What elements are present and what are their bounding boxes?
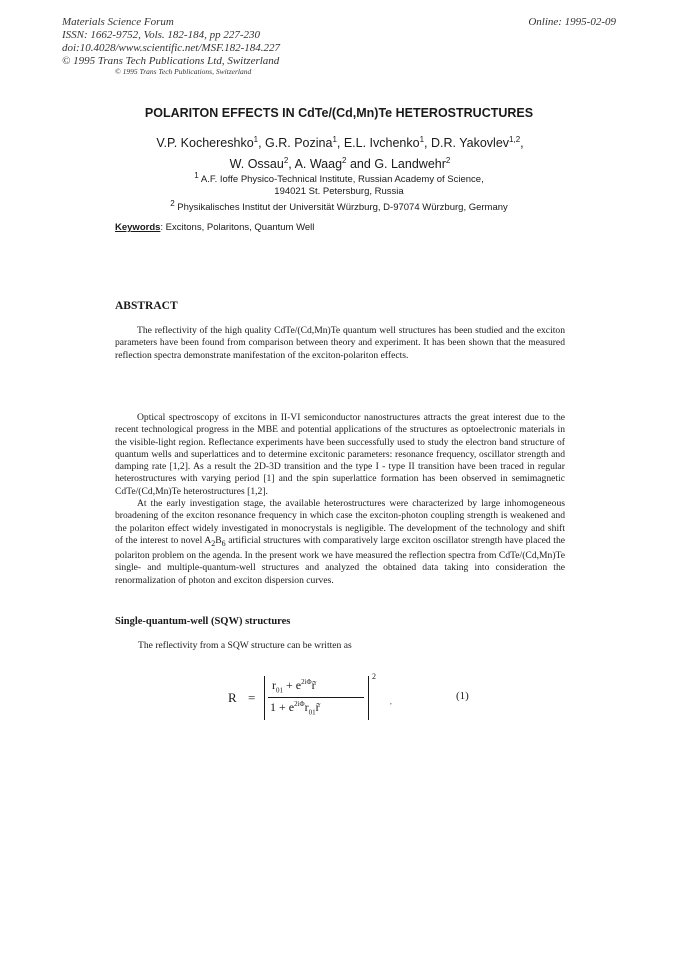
author: V.P. Kochereshko$^1$, [156,135,266,151]
equation-1 [228,672,578,722]
equation-lhs: R [228,690,237,705]
small-copyright: © 1995 Trans Tech Publications, Switzerland [115,67,252,76]
equation-power: 2 [372,672,376,681]
abs-bar-right [368,676,369,720]
author-list [110,131,570,173]
abs-bar-left [264,676,265,720]
equation-comma: , [390,698,392,706]
intro-paragraph-1: Optical spectroscopy of excitons in II-VI semiconductor nanostructures attracts the great interest due to the recent technological progress in the MBE and potential applications of the structures as optoelectronic materials in the visible-light region. Reflectance experiments have been successfully used to study the electron band structure of quantum wells and superlattices and to determine excitonic parameters: resonance frequency, oscillator strength and damping rate [1,2]. As a result the 2D-3D transition and the type I - type II transition have been traced in regular heterostructures with varying period [1] and the spin superlattice formation has been observed in semimagnetic CdTe/(Cd,Mn)Te heterostructures [1,2]. [115,412,565,497]
author: W. Ossau$^2$, [229,156,295,172]
online-date: Online: 1995-02-09 [528,16,616,28]
intro-text [115,412,565,587]
affiliation-1: $^1$ A.F. Ioffe Physico-Technical Institute, Russian Academy of Science, 194021 St. Petersburg, Russia [194,171,484,198]
journal-name: Materials Science Forum [62,16,174,28]
keywords-label: Keywords [115,222,161,233]
author: D.R. Yakovlev$^{1,2}$, [431,135,524,151]
equation-denominator: $1 + e^{2i\Phi}r_{01}r̃$ [270,700,320,717]
fraction-line [268,697,364,698]
author: E.L. Ivchenko$^1$, [343,135,431,151]
equation-equals: = [248,690,256,705]
paper-title: POLARITON EFFECTS IN CdTe/(Cd,Mn)Te HETEROSTRUCTURES [144,106,534,120]
issn-line[interactable]: ISSN: 1662-9752, Vols. 182-184, pp 227-230 [62,29,260,41]
author: A. Waag$^2$ and [294,156,375,172]
section-heading: Single-quantum-well (SQW) structures [115,616,291,627]
abstract-text: The reflectivity of the high quality CdTe/(Cd,Mn)Te quantum well structures has been studied and the exciton parameters have been found from comparison between theory and experiment. It has been shown that the measured reflection spectra demonstrate manifestation of the exciton-polariton effects. [115,325,565,361]
abstract-heading: ABSTRACT [115,300,178,312]
section-text: The reflectivity from a SQW structure can be written as [138,640,352,651]
author: G. Landwehr$^2$ [374,156,451,172]
equation-numerator: $r_{01}$ + $e^{2i\Phi}r̃$ [272,678,316,695]
equation-number: (1) [456,690,469,702]
intro-paragraph-2: At the early investigation stage, the available heterostructures were characterized by large inhomogeneous broadening of the exciton resonance frequency in which case the exciton-photon coupling strength is weakened and the polariton effect widely investigated in monocrystals is negligible. The development of the technology and shift of the interest to novel $A_2B_6$ artificial structures with comparatively large exciton oscillator strength have placed the polariton problem on the agenda. In the present work we have measured the reflection spectra from CdTe/(Cd,Mn)Te single- and multiple-quantum-well structures and analyzed the obtained data taking into consideration the renormalization of photon and exciton dispersion curves. [115,498,565,586]
keywords [115,222,314,233]
author: G.R. Pozina$^1$, [265,135,344,151]
keywords-text: : Excitons, Polaritons, Quantum Well [160,222,315,233]
journal-header [62,16,280,68]
copyright-line: © 1995 Trans Tech Publications Ltd, Switzerland [62,55,280,67]
affiliation-2: $^2$ Physikalisches Institut der Universität Würzburg, D-97074 Würzburg, Germany [170,199,508,214]
doi-line[interactable]: doi:10.4028/www.scientific.net/MSF.182-184.227 [62,42,281,54]
